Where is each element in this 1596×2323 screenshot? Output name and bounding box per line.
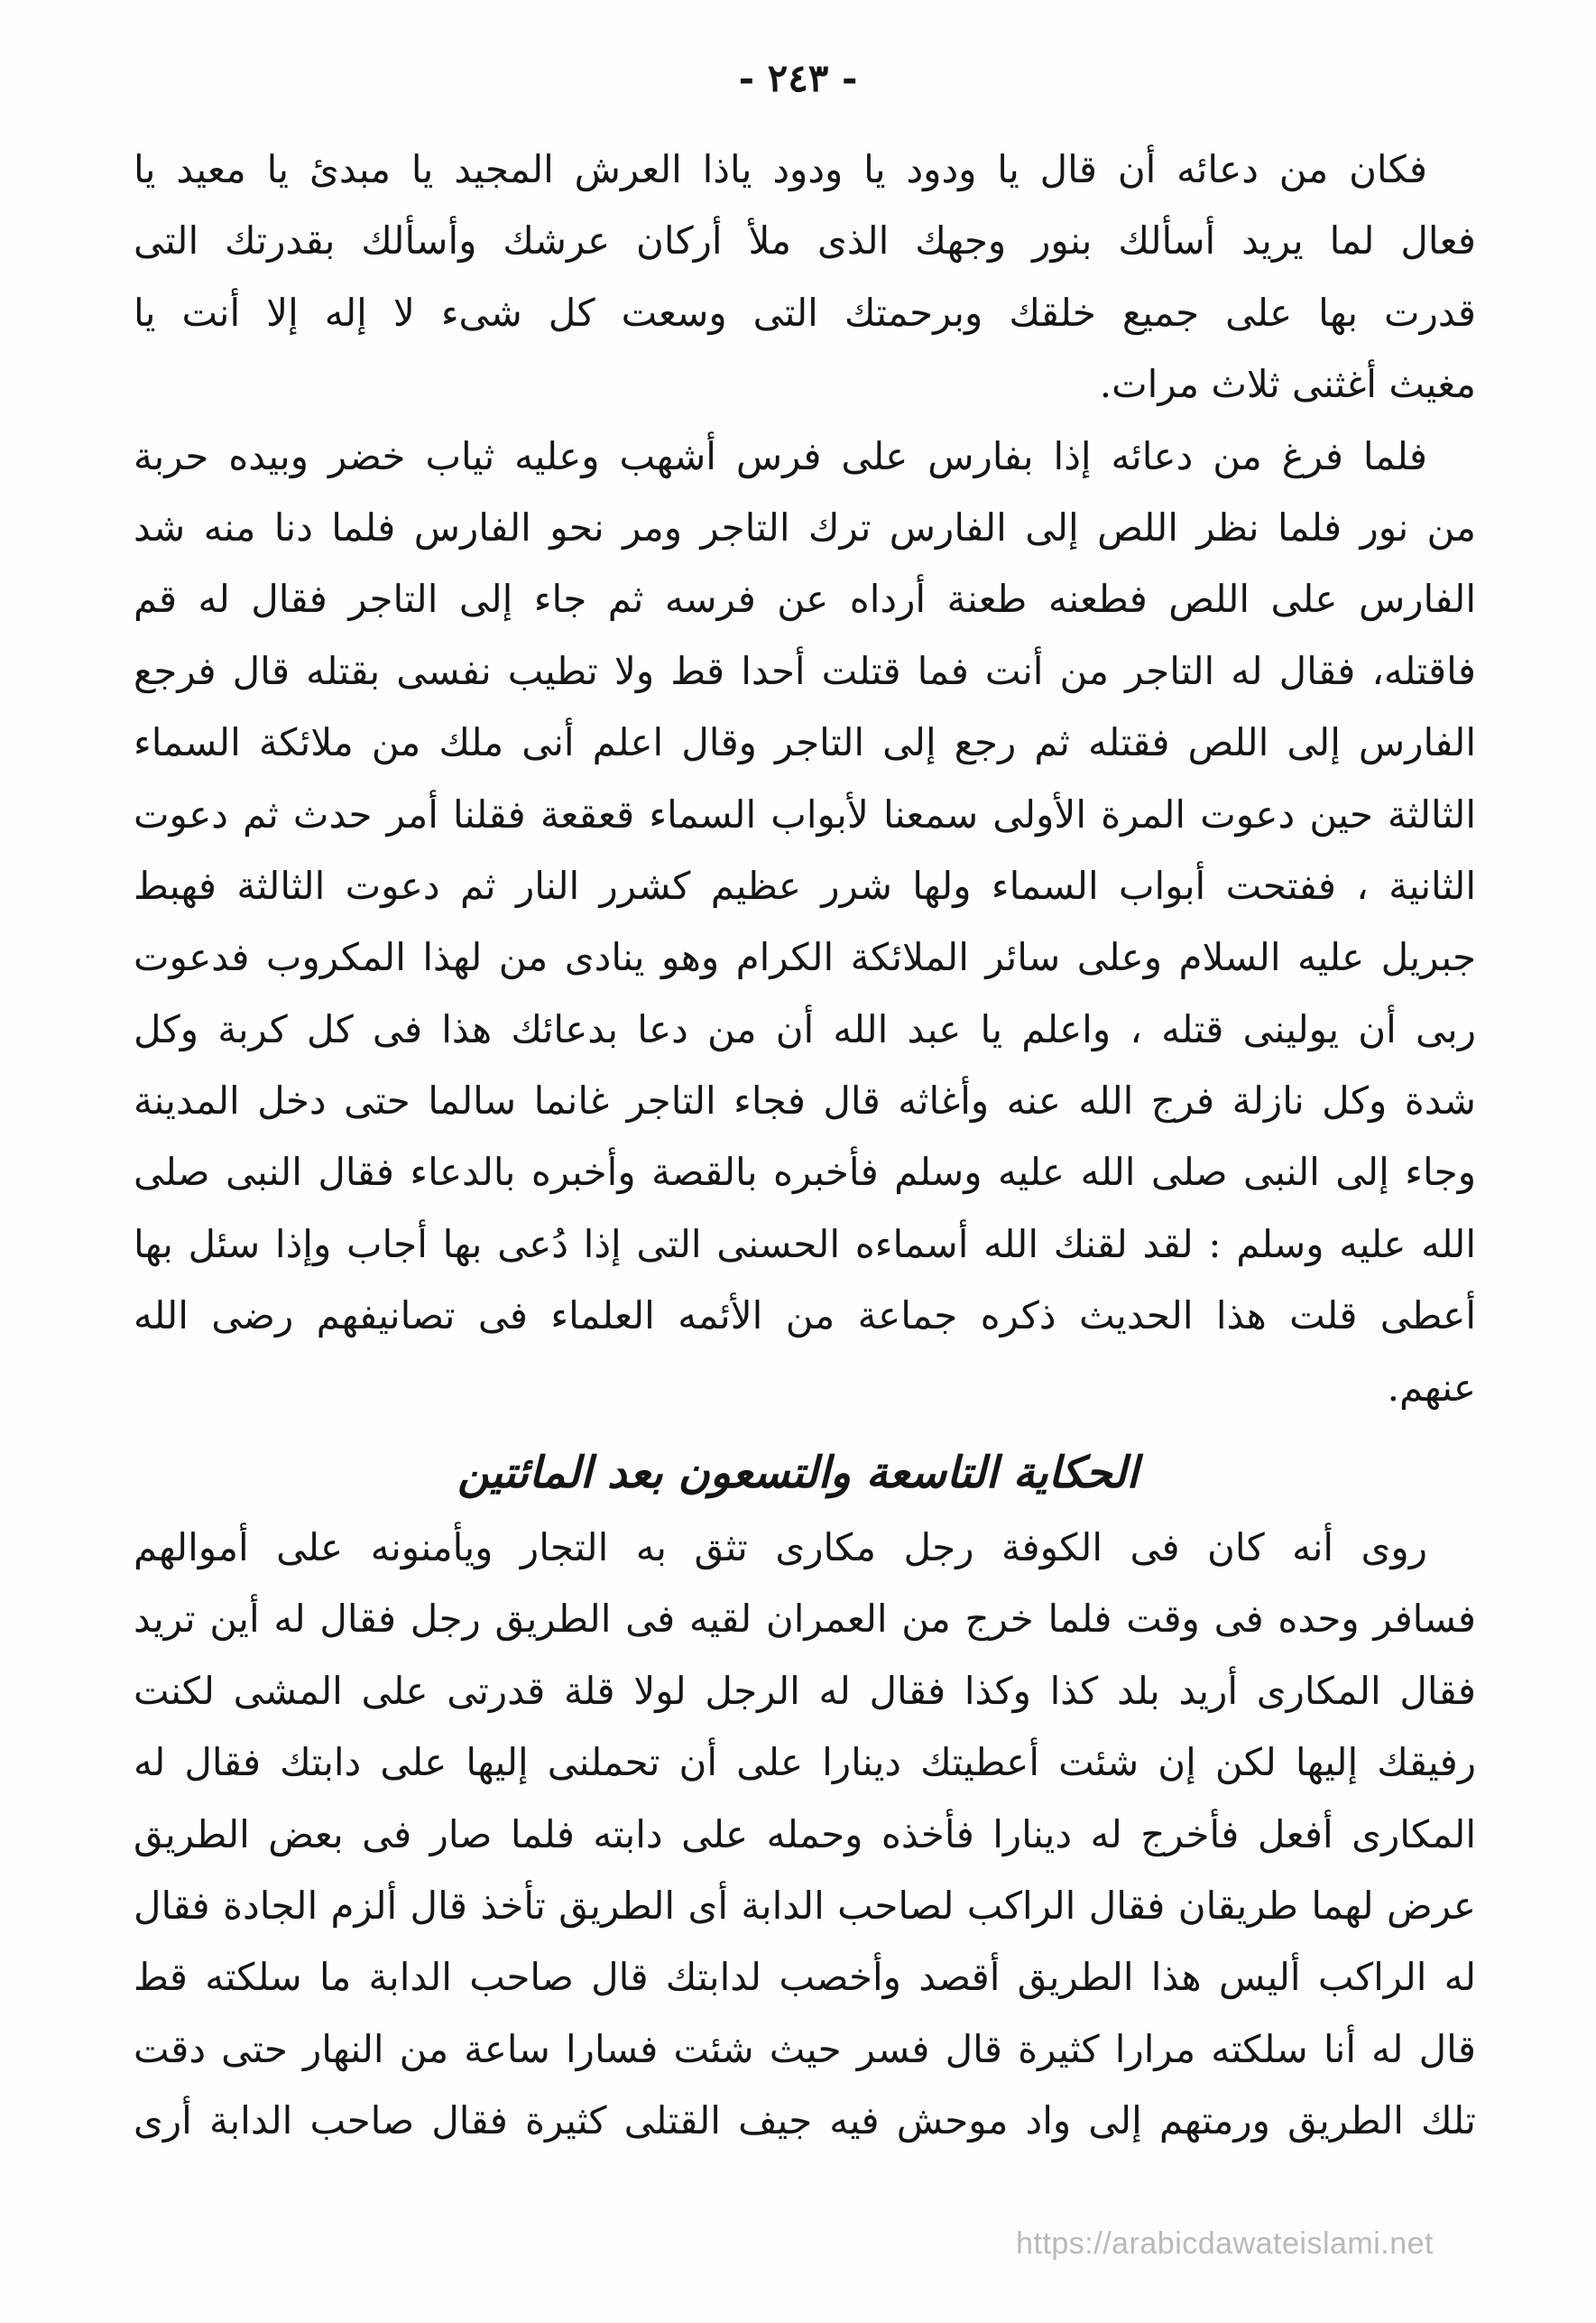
- text-line: عرض لهما طريقان فقال الراكب لصاحب الدابة أى الطريق تأخذ قال ألزم الجادة فقال: [134, 1883, 1476, 1928]
- text-line: فاقتله، فقال له التاجر من أنت فما قتلت أحدا قط ولا تطيب نفسى بقتله قال فرجع: [134, 648, 1476, 693]
- text-line: الثانية ، ففتحت أبواب السماء ولها شرر عظيم كشرر النار ثم دعوت الثالثة فهبط: [134, 863, 1476, 908]
- text-line: الفارس إلى اللص فقتله ثم رجع إلى التاجر وقال اعلم أنى ملك من ملائكة السماء: [134, 720, 1476, 765]
- text-line: روى أنه كان فى الكوفة رجل مكارى تثق به التجار ويأمنونه على أموالهم: [134, 1525, 1427, 1569]
- text-line: قال له أنا سلكته مرارا كثيرة قال فسر حيث شئت فسارا ساعة من النهار حتى دقت: [134, 2026, 1476, 2071]
- section-1-text: [134, 134, 1476, 1423]
- text-line: فكان من دعائه أن قال يا ودود يا ودود ياذا العرش المجيد يا مبدئ يا معيد يا: [134, 147, 1427, 191]
- text-line: أعطى قلت هذا الحديث ذكره جماعة من الأئمه العلماء فى تصانيفهم رضى الله: [134, 1293, 1476, 1338]
- text-line: فقال المكارى أريد بلد كذا وكذا فقال له الرجل لولا قلة قدرتى على المشى لكنت: [134, 1668, 1476, 1713]
- text-line: عنهم.: [1387, 1365, 1476, 1410]
- text-line: رفيقك إليها لكن إن شئت أعطيتك دينارا على أن تحملنى إليها على دابتك فقال له: [134, 1740, 1476, 1785]
- text-line: الثالثة حين دعوت المرة الأولى سمعنا لأبواب السماء قعقعة فقلنا أمر حدث ثم دعوت: [134, 791, 1476, 837]
- text-line: الله عليه وسلم : لقد لقنك الله أسماءه الحسنى التى إذا دُعى بها أجاب وإذا سئل بها: [134, 1221, 1476, 1266]
- text-line: فلما فرغ من دعائه إذا بفارس على فرس أشهب وعليه ثياب خضر وبيده حربة: [134, 433, 1427, 478]
- page-number: - ٢٤٣ -: [738, 56, 858, 100]
- text-line: ربى أن يولينى قتله ، واعلم يا عبد الله أن من دعا بدعائك هذا فى كل كربة وكل: [134, 1006, 1476, 1051]
- text-line: الفارس على اللص فطعنه طعنة أرداه عن فرسه ثم جاء إلى التاجر فقال له قم: [134, 577, 1476, 622]
- watermark-url: https://arabicdawateislami.net: [1016, 2226, 1434, 2261]
- section-2-text: [134, 1512, 1476, 2157]
- text-line: تلك الطريق ورمتهم إلى واد موحش فيه جيف القتلى كثيرة فقال صاحب الدابة أرى: [134, 2098, 1476, 2143]
- text-line: شدة وكل نازلة فرج الله عنه وأغاثه قال فجاء التاجر غانما سالما حتى دخل المدينة: [134, 1078, 1476, 1124]
- story-heading: الحكاية التاسعة والتسعون بعد المائتين: [457, 1448, 1139, 1498]
- text-line: فسافر وحده فى وقت فلما خرج من العمران لقيه فى الطريق رجل فقال له أين تريد: [134, 1596, 1476, 1642]
- text-line: فعال لما يريد أسألك بنور وجهك الذى ملأ أركان عرشك وأسألك بقدرتك التى: [134, 218, 1476, 264]
- text-line: مغيث أغثنى ثلاث مرات.: [1099, 362, 1476, 407]
- text-line: وجاء إلى النبى صلى الله عليه وسلم فأخبره بالقصة وأخبره بالدعاء فقال النبى صلى: [134, 1150, 1476, 1195]
- text-line: المكارى أفعل فأخرج له دينارا فأخذه وحمله على دابته فلما صار فى بعض الطريق: [134, 1811, 1476, 1856]
- text-line: قدرت بها على جميع خلقك وبرحمتك التى وسعت كل شىء لا إله إلا أنت يا: [134, 290, 1476, 335]
- text-line: جبريل عليه السلام وعلى سائر الملائكة الكرام وهو ينادى من لهذا المكروب فدعوت: [134, 935, 1476, 980]
- text-line: له الراكب أليس هذا الطريق أقصد وأخصب لدابتك قال صاحب الدابة ما سلكته قط: [134, 1955, 1476, 2000]
- text-line: من نور فلما نظر اللص إلى الفارس ترك التاجر ومر نحو الفارس فلما دنا منه شد: [134, 504, 1476, 550]
